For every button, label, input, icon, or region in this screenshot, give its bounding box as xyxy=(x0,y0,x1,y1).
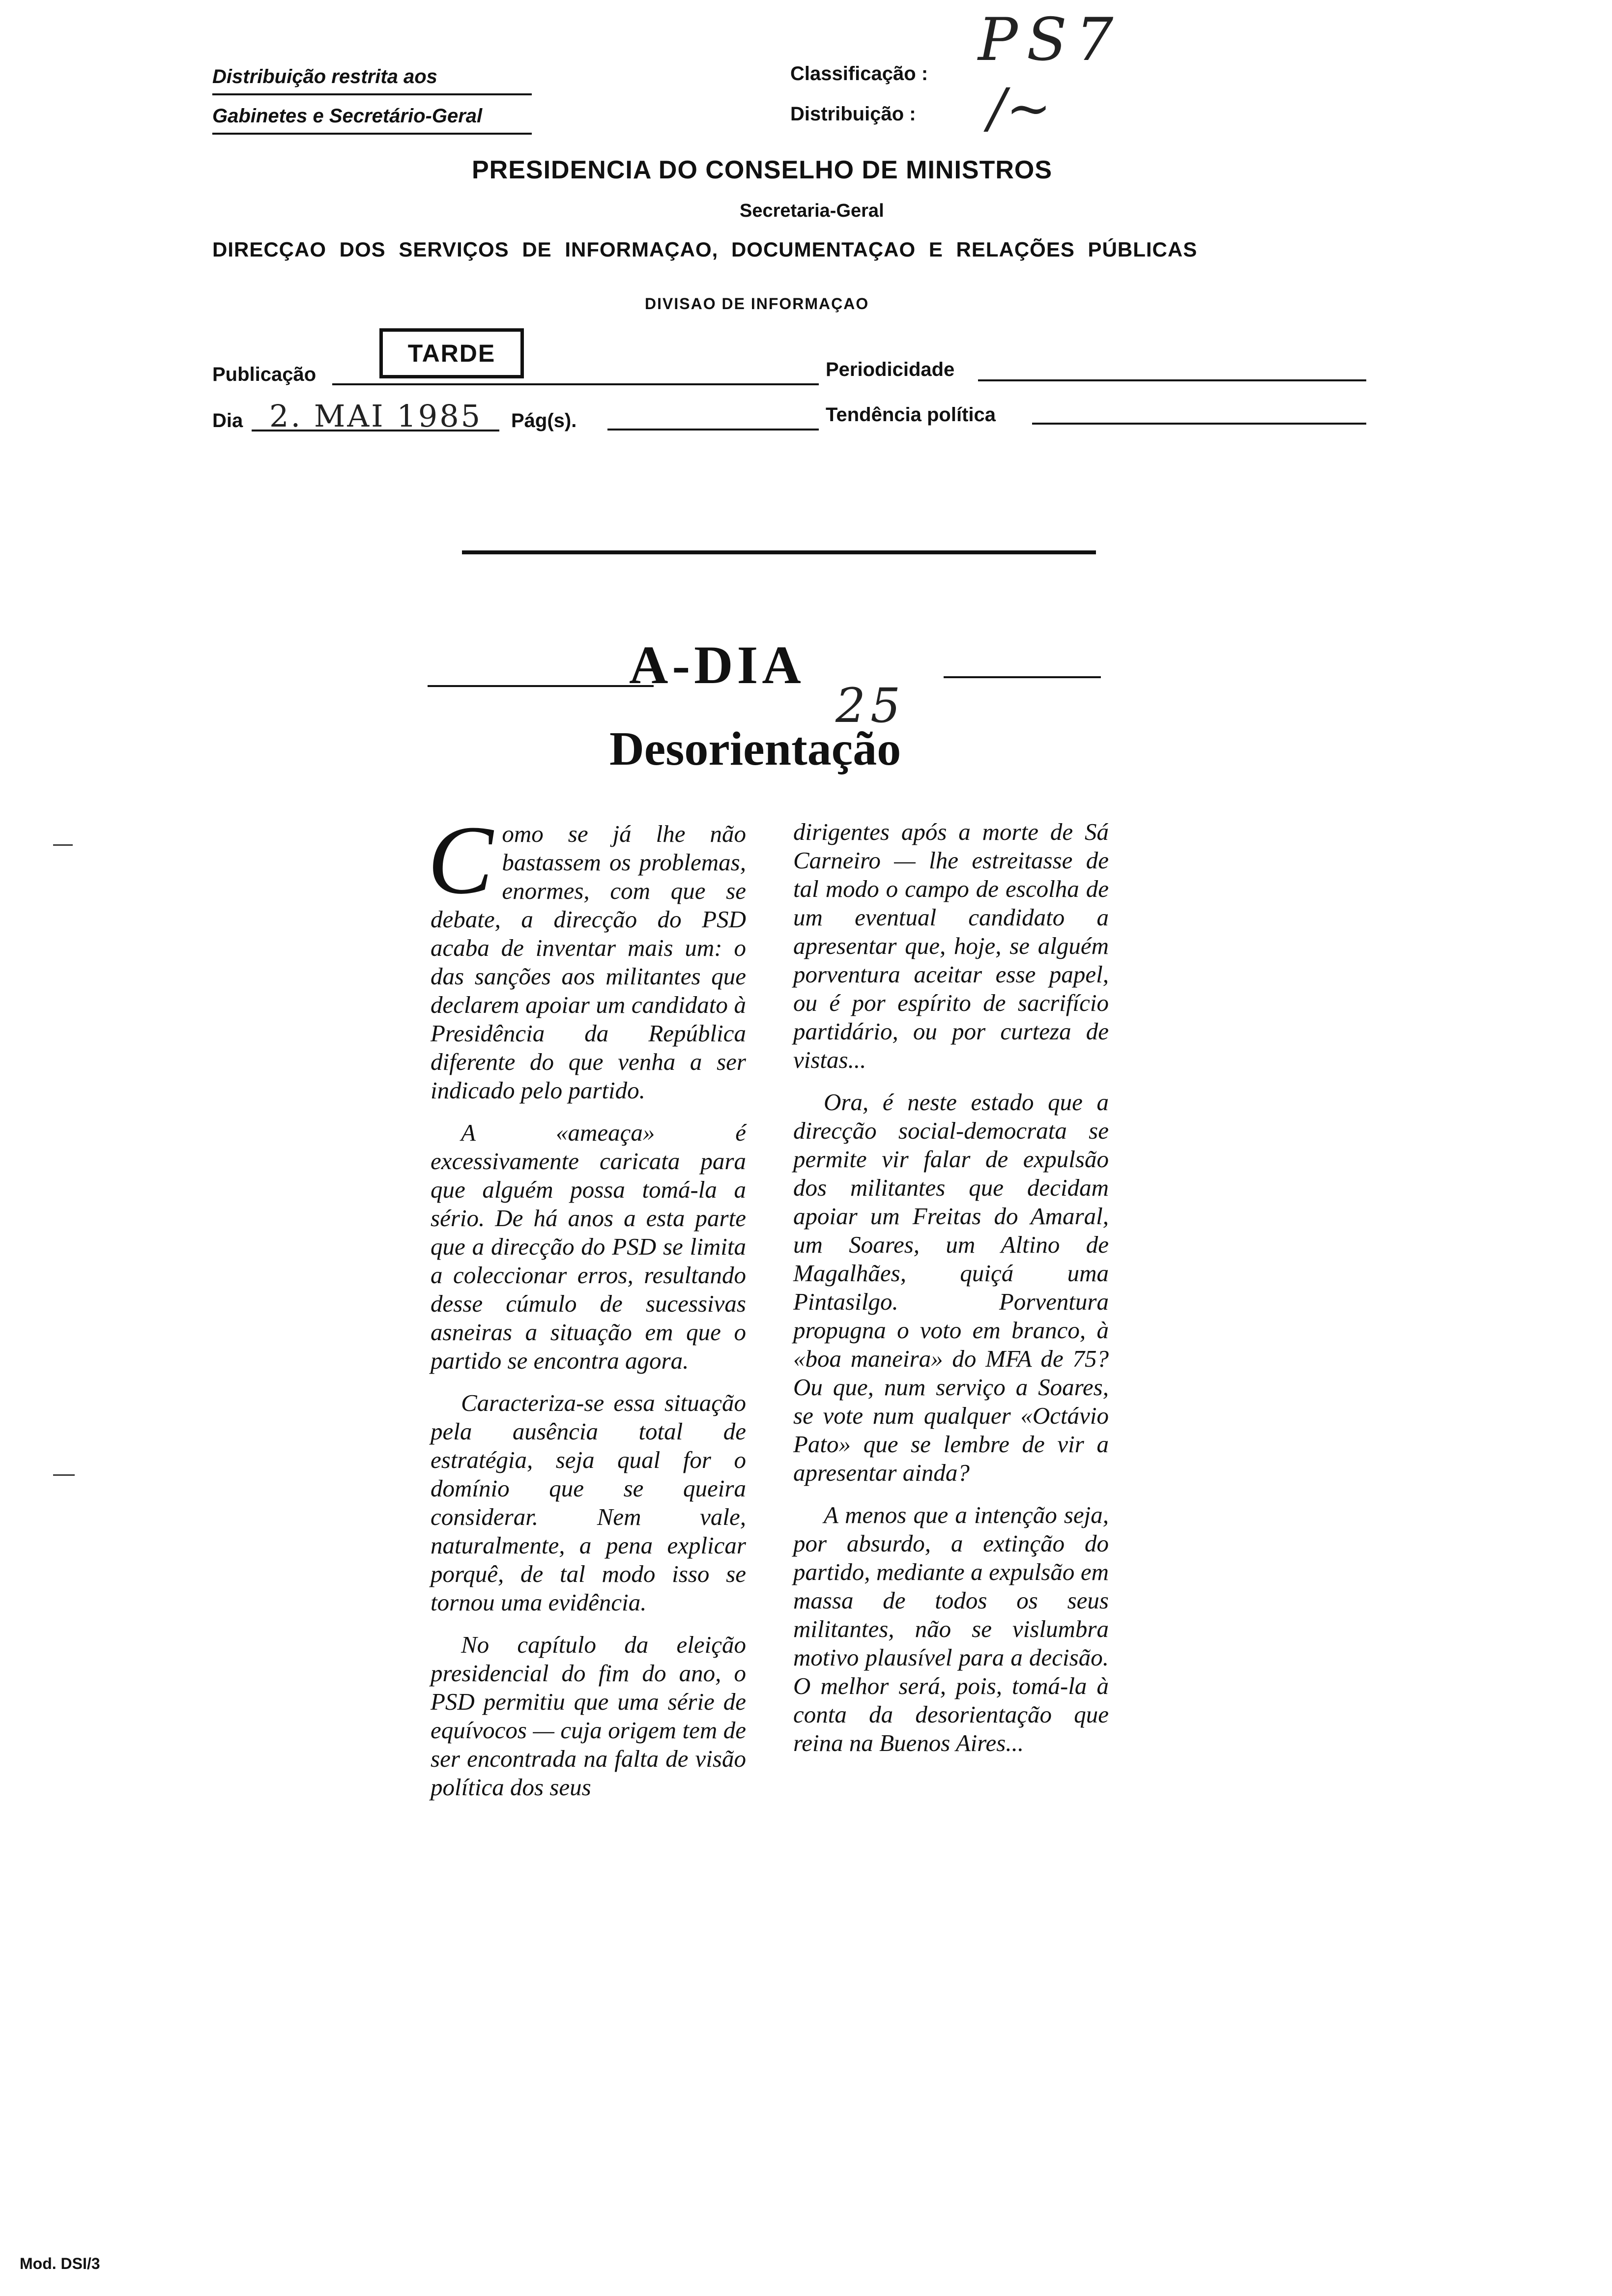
section-rule-right xyxy=(944,676,1101,678)
section-separator-rule xyxy=(462,550,1096,554)
distribution-restriction-line2: Gabinetes e Secretário-Geral xyxy=(212,105,483,127)
article-column-left xyxy=(428,806,746,1815)
distribution-handwritten-value: /~ xyxy=(988,77,1052,140)
scan-margin-mark xyxy=(53,844,73,846)
distribution-restriction-line1: Distribuição restrita aos xyxy=(212,66,437,87)
department-title: DIRECÇAO DOS SERVIÇOS DE INFORMAÇAO, DOCUMENTAÇAO E RELAÇÕES PÚBLICAS xyxy=(212,238,1198,261)
distribution-label: Distribuição : xyxy=(790,103,916,125)
section-label: A-DIA xyxy=(629,635,805,695)
article-paragraph: Como se já lhe não bastassem os problemas, enormes, com que se debate, a direcção do PSD acaba de inventar mais um: o das sanções aos militantes que declarem apoiar um candidato à Presidência da República diferente do que venha a ser indicado pelo partido. xyxy=(428,806,746,1104)
secretariat-title: Secretaria-Geral xyxy=(740,201,884,221)
classification-label: Classificação : xyxy=(790,63,928,85)
article-headline: Desorientação xyxy=(609,722,901,775)
article-paragraph: Ora, é neste estado que a direcção social-democrata se permite vir falar de expulsão dos militantes que decidam apoiar um Freitas do Amaral, um Soares, um Altino de Magalhães, quiçá uma Pintasilgo. Porventura propugna o voto em branco, à «boa maneira» do MFA de 75? Ou que, num serviço a Soares, se vote num qualquer «Octávio Pato» que se lembre de vir a apresentar ainda? xyxy=(793,1089,1109,1486)
pages-label: Pág(s). xyxy=(511,410,577,431)
article-paragraph: Caracteriza-se essa situação pela ausência total de estratégia, seja qual for o domínio que se queira considerar. Nem vale, naturalmente, a pena explicar porquê, de tal modo isso se tornou uma evidência. xyxy=(431,1389,746,1616)
publication-stamp: TARDE xyxy=(379,328,524,378)
classification-handwritten-value: PS7 xyxy=(978,6,1123,74)
publication-field-line xyxy=(332,383,819,385)
pages-field-line xyxy=(607,429,819,430)
form-code: Mod. DSI/3 xyxy=(20,2255,100,2272)
publication-label: Publicação xyxy=(212,364,317,385)
distribution-underline-1 xyxy=(212,93,532,95)
scan-margin-mark xyxy=(53,1474,75,1476)
section-handwritten-annotation: 25 xyxy=(835,678,906,733)
political-tendency-field-line xyxy=(1032,423,1366,425)
periodicity-field-line xyxy=(978,379,1366,381)
article-paragraph: No capítulo da eleição presidencial do fim do ano, o PSD permitiu que uma série de equívocos — cuja origem tem de ser encontrada na falta de visão política dos seus xyxy=(431,1631,746,1801)
article-paragraph: A menos que a intenção seja, por absurdo, a extinção do partido, mediante a expulsão em massa de todos os seus militantes, não se vislumbra motivo plausível para a decisão. O melhor será, pois, tomá-la à conta da desorientação que reina na Buenos Aires... xyxy=(793,1501,1109,1756)
article-column-right xyxy=(793,818,1109,1771)
political-tendency-label: Tendência política xyxy=(826,404,996,426)
institution-title: PRESIDENCIA DO CONSELHO DE MINISTROS xyxy=(472,156,1053,184)
division-title: DIVISAO DE INFORMAÇAO xyxy=(645,295,869,313)
distribution-underline-2 xyxy=(212,133,532,135)
article-paragraph: dirigentes após a morte de Sá Carneiro — lhe estreitasse de tal modo o campo de escolha de um eventual candidato a apresentar que, hoje, se alguém porventura aceitar esse papel, ou é por espírito de sacrifício partidário, ou por curteza de vistas... xyxy=(793,818,1109,1073)
drop-cap: C xyxy=(428,806,493,915)
article-paragraph: A «ameaça» é excessivamente caricata para que alguém possa tomá-la a sério. De há anos a esta parte que a direcção do PSD se limita a coleccionar erros, resultando desse cúmulo de sucessivas asneiras a situação em que o partido se encontra agora. xyxy=(431,1119,746,1374)
periodicity-label: Periodicidade xyxy=(826,359,955,380)
day-label: Dia xyxy=(212,410,243,431)
day-stamp-value: 2. MAI 1985 xyxy=(269,398,483,434)
section-rule-left xyxy=(428,685,654,687)
